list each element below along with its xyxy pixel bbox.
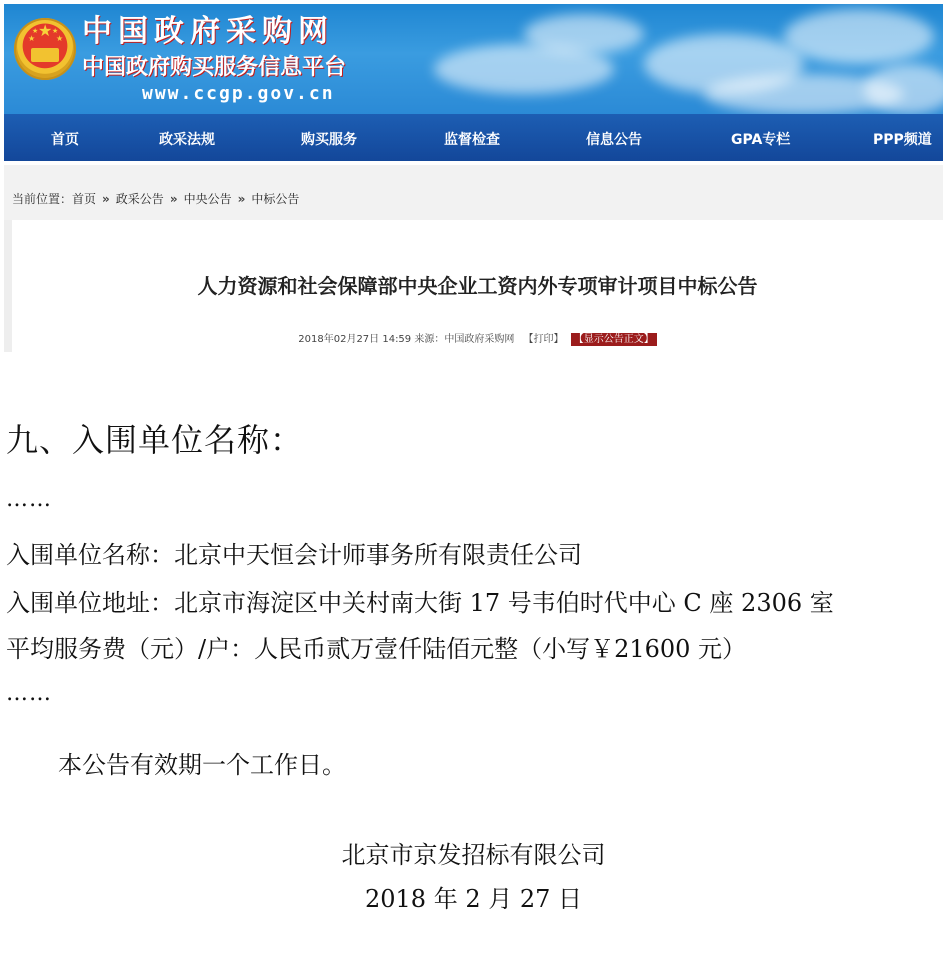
article-header [4,220,943,352]
breadcrumb-prefix: 当前位置： [12,192,73,206]
winner-name-line: 入围单位名称：北京中天恒会计师事务所有限责任公司 [6,541,582,569]
national-emblem-icon[interactable]: ★ ★ ★ ★ ★ [14,18,76,80]
breadcrumb-bar [4,165,943,220]
nav-item-ppp[interactable]: PPP频道 [873,132,932,148]
nav-item-announcements[interactable]: 信息公告 [586,132,642,148]
issuing-company: 北京市京发招标有限公司 [341,841,606,869]
breadcrumb-separator: » [169,192,178,206]
nav-item-supervision[interactable]: 监督检查 [444,132,500,148]
site-title[interactable]: 中国政府采购网 [82,14,334,49]
breadcrumb-home[interactable]: 首页 [72,192,97,206]
site-url: www.ccgp.gov.cn [142,83,335,104]
issue-date: 2018 年 2 月 27 日 [364,885,583,913]
show-announcement-button[interactable]: 【显示公告正文】 [571,333,657,346]
ellipsis-bottom: …… [6,681,52,706]
breadcrumb-procurement[interactable]: 政采公告 [115,192,164,206]
nav-item-regulations[interactable]: 政采法规 [159,132,215,148]
article-meta [12,330,943,346]
nav-item-purchase-services[interactable]: 购买服务 [301,132,357,148]
article-source: 来源：中国政府采购网 [414,334,515,345]
breadcrumb-separator: » [237,192,246,206]
site-subtitle: 中国政府购买服务信息平台 [82,55,347,80]
main-nav [4,114,943,161]
article-title: 人力资源和社会保障部中央企业工资内外专项审计项目中标公告 [197,274,758,298]
site-banner [4,4,943,114]
breadcrumb-central[interactable]: 中央公告 [183,192,232,206]
winner-address-line: 入围单位地址：北京市海淀区中关村南大街 17 号韦伯时代中心 C 座 2306 室 [6,589,834,617]
breadcrumb-separator: » [102,192,110,206]
breadcrumb [12,190,299,207]
ellipsis-top: …… [6,487,52,512]
validity-notice: 本公告有效期一个工作日。 [58,751,346,779]
service-fee-line: 平均服务费（元）/户：人民币贰万壹仟陆佰元整（小写￥21600 元） [6,635,747,663]
section-heading: 九、入围单位名称： [6,421,304,459]
nav-item-gpa[interactable]: GPA专栏 [731,132,791,148]
print-link[interactable]: 【打印】 [523,334,564,345]
breadcrumb-award[interactable]: 中标公告 [251,192,300,206]
article-datetime: 2018年02月27日 14:59 [298,334,412,345]
nav-item-home[interactable]: 首页 [51,132,79,148]
